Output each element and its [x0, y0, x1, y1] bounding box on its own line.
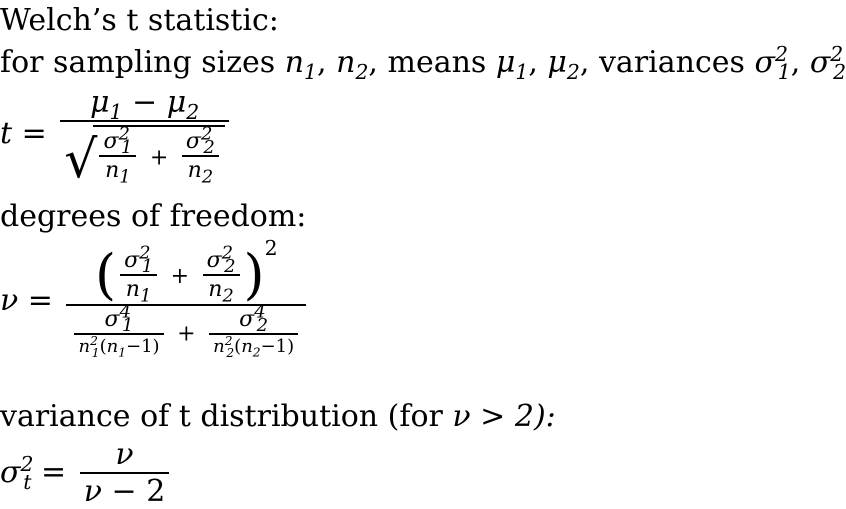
variance2-over-n2: $\frac{\sigma^2_2}{n_2}$ — [182, 131, 219, 182]
equals-sign: = — [27, 283, 53, 318]
t-symbol: t — [0, 116, 13, 151]
variance-fraction — [80, 437, 170, 509]
welch-heading — [0, 3, 279, 38]
t-denominator — [60, 122, 229, 190]
n2-symbol: $n_2$ — [336, 45, 369, 84]
sqrt-expression: √ $\frac{\sigma^2_1}{n_1}$ + $\frac{\sigma^2_2}{n_2}$ — [64, 125, 225, 182]
t-formula — [0, 85, 233, 190]
equals-sign: = — [21, 116, 47, 151]
variance-denominator: ν − 2 — [83, 474, 166, 509]
n1-symbol: $n_1$ — [284, 45, 318, 84]
means-label: means — [387, 45, 487, 80]
definitions-prefix: for sampling sizes — [0, 45, 276, 80]
nu-denominator: $\frac{\sigma^4_1}{n^2_1(n_1-1)}$ + $\frac{\sigma^4_2}{n^2_2(n_2-1)}$ — [66, 306, 306, 356]
nu-symbol: ν — [0, 283, 19, 318]
dof-heading — [0, 199, 307, 234]
sigma2-fourth-term: $\frac{\sigma^4_2}{n^2_2(n_2-1)}$ — [209, 309, 298, 356]
nu-fraction — [66, 236, 306, 360]
variance2-over-n2: $\frac{\sigma^2_2}{n_2}$ — [203, 250, 240, 301]
variance-numerator: ν — [80, 440, 170, 474]
variance1-over-n1: $\frac{\sigma^2_1}{n_1}$ — [99, 131, 136, 182]
sigma2-squared: $\sigma^2_2$ — [809, 42, 846, 84]
variance-condition: ν > 2): — [452, 399, 556, 434]
variance-formula — [0, 437, 173, 509]
t-numerator: $\mu_1 - \mu_2$ — [60, 88, 229, 122]
variances-label: variances — [598, 45, 745, 80]
definitions-line: for sampling sizes $n_1$, $n_2$, means $\mu_1$, $\mu_2$, variances $\sigma^2_1$, $\sigma^2_2$ — [0, 42, 846, 84]
nu-formula — [0, 236, 310, 360]
welch-heading-text: Welch’s t statistic: — [0, 3, 279, 38]
radical-sign: √ — [64, 129, 98, 190]
variance-heading-text: variance of t distribution (for — [0, 399, 443, 434]
sigma1-squared: $\sigma^2_1$ — [754, 42, 791, 84]
variance1-over-n1: $\frac{\sigma^2_1}{n_1}$ — [120, 250, 157, 301]
equals-sign: = — [41, 454, 67, 490]
sigma-t-squared: $\sigma^2_t$ — [0, 451, 34, 494]
mu1-symbol: $\mu_1$ — [495, 45, 529, 84]
sigma1-fourth-term: $\frac{\sigma^4_1}{n^2_1(n_1-1)}$ — [74, 309, 163, 356]
mu2-symbol: $\mu_2$ — [547, 45, 580, 84]
t-fraction — [60, 85, 229, 190]
nu-numerator: ( $\frac{\sigma^2_1}{n_1}$ + $\frac{\sigma^2_2}{n_2}$ )$^2$ — [66, 248, 306, 306]
dof-heading-text: degrees of freedom: — [0, 199, 307, 234]
variance-heading — [0, 399, 556, 434]
